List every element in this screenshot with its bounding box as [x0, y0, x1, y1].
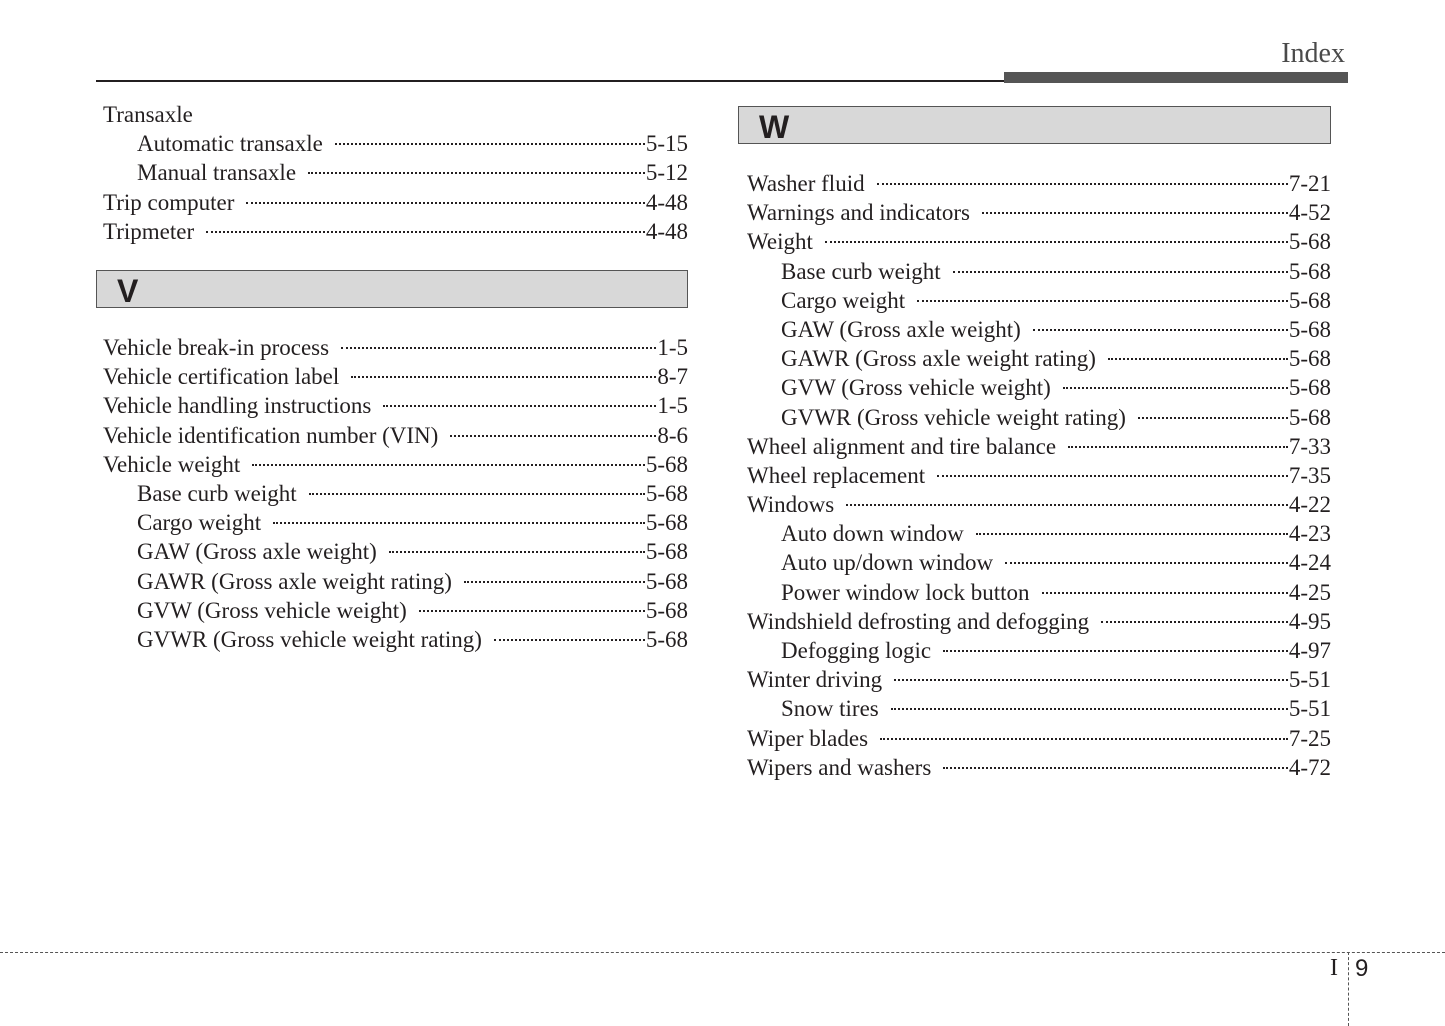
dot-leader	[943, 767, 1288, 769]
dot-leader	[308, 172, 645, 174]
dot-leader	[309, 493, 645, 495]
index-entry-label: Tripmeter	[103, 218, 195, 244]
index-entry-label: GAW (Gross axle weight)	[137, 539, 377, 565]
index-entry-page-ref: 5-68	[645, 451, 688, 477]
index-entry-label: Wheel alignment and tire balance	[747, 433, 1057, 459]
index-entry-label: Weight	[747, 229, 813, 255]
index-entry-page-ref: 5-68	[1288, 404, 1331, 430]
index-entry-label: GVW (Gross vehicle weight)	[137, 597, 407, 623]
section-header-v	[96, 270, 688, 308]
dot-leader	[917, 300, 1288, 302]
footer-dashed-rule	[0, 952, 1445, 953]
dot-leader	[877, 183, 1288, 185]
index-entry-page-ref: 5-68	[1288, 258, 1331, 284]
section-header-w	[738, 106, 1331, 144]
index-group-transaxle-trip	[103, 100, 688, 246]
index-entry	[103, 217, 688, 246]
dot-leader	[953, 271, 1288, 273]
dot-leader	[383, 405, 656, 407]
dot-leader	[206, 231, 645, 233]
dot-leader	[1042, 592, 1288, 594]
index-entry-label: Trip computer	[103, 189, 235, 215]
index-section-v	[103, 333, 688, 654]
dot-leader	[976, 533, 1288, 535]
index-entry-page-ref: 4-23	[1288, 521, 1331, 547]
index-entry-label: Windows	[747, 492, 835, 518]
index-entry-page-ref: 5-15	[645, 131, 688, 157]
index-entry-label: Cargo weight	[137, 510, 262, 536]
index-entry	[103, 158, 688, 187]
dot-leader	[1101, 621, 1288, 623]
index-entry	[103, 129, 688, 158]
index-entry	[747, 286, 1331, 315]
index-entry	[747, 227, 1331, 256]
dot-leader	[880, 738, 1288, 740]
index-entry-label: Vehicle identification number (VIN)	[103, 422, 439, 448]
index-entry-label: GVWR (Gross vehicle weight rating)	[781, 404, 1126, 430]
section-letter-v: V	[117, 273, 139, 309]
index-entry-label: Snow tires	[781, 696, 879, 722]
dot-leader	[464, 581, 645, 583]
index-entry	[103, 333, 688, 362]
index-entry-page-ref: 5-68	[645, 539, 688, 565]
index-entry-label: Winter driving	[747, 667, 883, 693]
index-entry-page-ref: 5-68	[645, 480, 688, 506]
index-entry-page-ref: 7-33	[1288, 433, 1331, 459]
index-entry-page-ref: 5-51	[1288, 696, 1331, 722]
index-entry-page-ref: 4-48	[645, 218, 688, 244]
index-entry-page-ref: 5-68	[1288, 375, 1331, 401]
dot-leader	[1033, 329, 1288, 331]
index-entry	[747, 519, 1331, 548]
dot-leader	[1063, 387, 1288, 389]
index-entry-page-ref: 5-68	[1288, 316, 1331, 342]
index-entry-label: GAW (Gross axle weight)	[781, 316, 1021, 342]
index-entry	[747, 461, 1331, 490]
dot-leader	[982, 212, 1288, 214]
dot-leader	[894, 679, 1288, 681]
dot-leader	[891, 708, 1288, 710]
index-entry	[747, 607, 1331, 636]
index-entry-page-ref: 4-22	[1288, 492, 1331, 518]
index-entry	[103, 508, 688, 537]
index-entry-page-ref: 8-7	[657, 364, 688, 390]
header-rule	[96, 80, 1006, 82]
index-entry	[747, 257, 1331, 286]
index-entry-label: Vehicle certification label	[103, 364, 340, 390]
index-entry-label: GAWR (Gross axle weight rating)	[781, 346, 1096, 372]
section-letter-w: W	[759, 109, 790, 145]
index-entry-label: GVWR (Gross vehicle weight rating)	[137, 626, 482, 652]
index-entry-label: Base curb weight	[781, 258, 941, 284]
index-entry	[747, 373, 1331, 402]
index-entry	[747, 694, 1331, 723]
page-header-title: Index	[1281, 38, 1345, 69]
index-entry	[103, 362, 688, 391]
index-entry-label: Vehicle break-in process	[103, 335, 330, 360]
index-entry	[103, 596, 688, 625]
index-entry	[747, 169, 1331, 198]
index-entry-label: Windshield defrosting and defogging	[747, 608, 1090, 634]
index-entry	[747, 315, 1331, 344]
dot-leader	[389, 551, 645, 553]
index-entry	[747, 665, 1331, 694]
dot-leader	[846, 504, 1288, 506]
index-entry-label: Auto down window	[781, 521, 964, 547]
index-entry-page-ref: 1-5	[657, 393, 688, 419]
index-entry	[103, 479, 688, 508]
index-entry	[747, 724, 1331, 753]
index-entry-page-ref: 4-48	[645, 189, 688, 215]
dot-leader	[246, 202, 644, 204]
index-entry	[103, 188, 688, 217]
index-entry-label: GAWR (Gross axle weight rating)	[137, 568, 452, 594]
index-entry	[747, 753, 1331, 782]
index-entry-label: Wheel replacement	[747, 462, 926, 488]
index-entry	[747, 344, 1331, 373]
index-entry-label: Washer fluid	[747, 171, 865, 196]
index-entry-page-ref: 5-51	[1288, 667, 1331, 693]
index-entry-page-ref: 7-21	[1288, 171, 1331, 196]
dot-leader	[335, 143, 645, 145]
index-entry-label: Defogging logic	[781, 638, 932, 663]
dot-leader	[825, 241, 1288, 243]
index-entry-page-ref: 4-72	[1288, 754, 1331, 780]
index-entry-page-ref: 4-97	[1288, 638, 1331, 663]
index-entry-page-ref: 5-68	[645, 510, 688, 536]
index-entry-page-ref: 1-5	[657, 335, 688, 360]
index-entry-page-ref: 7-25	[1288, 725, 1331, 751]
index-entry	[747, 548, 1331, 577]
footer-page-number: 9	[1355, 955, 1369, 982]
index-entry	[747, 636, 1331, 665]
index-entry	[747, 432, 1331, 461]
footer-dashed-divider	[1348, 952, 1349, 1026]
index-section-w	[747, 169, 1331, 782]
index-entry-page-ref: 7-35	[1288, 462, 1331, 488]
index-entry	[103, 391, 688, 420]
index-entry	[747, 403, 1331, 432]
index-entry-label: Wipers and washers	[747, 754, 932, 780]
index-entry-label: Transaxle	[103, 102, 193, 127]
index-entry	[103, 100, 688, 129]
index-entry-label: Automatic transaxle	[137, 131, 323, 157]
index-entry-page-ref: 4-25	[1288, 579, 1331, 605]
index-entry-page-ref: 5-68	[1288, 229, 1331, 255]
dot-leader	[937, 475, 1288, 477]
dot-leader	[1138, 417, 1288, 419]
index-entry-page-ref: 5-68	[1288, 287, 1331, 313]
index-entry-label: Vehicle handling instructions	[103, 393, 372, 419]
index-entry-label: GVW (Gross vehicle weight)	[781, 375, 1051, 401]
index-entry-page-ref: 5-12	[645, 160, 688, 186]
index-entry-label: Auto up/down window	[781, 550, 994, 576]
dot-leader	[450, 435, 656, 437]
index-entry-label: Wiper blades	[747, 725, 869, 751]
index-entry-page-ref: 4-52	[1288, 200, 1331, 226]
index-entry-page-ref: 4-24	[1288, 550, 1331, 576]
dot-leader	[1068, 446, 1288, 448]
index-entry	[103, 537, 688, 566]
index-entry	[103, 450, 688, 479]
index-entry	[103, 567, 688, 596]
dot-leader	[943, 650, 1288, 652]
index-entry-page-ref: 8-6	[657, 422, 688, 448]
footer-section-letter: I	[1330, 955, 1338, 981]
index-entry-label: Vehicle weight	[103, 451, 241, 477]
index-entry-label: Power window lock button	[781, 579, 1030, 605]
dot-leader	[494, 639, 645, 641]
dot-leader	[351, 376, 656, 378]
index-entry	[103, 625, 688, 654]
index-entry-label: Manual transaxle	[137, 160, 297, 186]
index-entry-label: Warnings and indicators	[747, 200, 970, 226]
index-entry-label: Base curb weight	[137, 480, 297, 506]
dot-leader	[1005, 562, 1288, 564]
index-entry-page-ref: 4-95	[1288, 608, 1331, 634]
index-entry	[747, 198, 1331, 227]
dot-leader	[341, 347, 656, 349]
dot-leader	[252, 464, 645, 466]
index-entry-page-ref: 5-68	[645, 626, 688, 652]
dot-leader	[1108, 358, 1288, 360]
index-entry-page-ref: 5-68	[645, 568, 688, 594]
dot-leader	[273, 522, 645, 524]
index-entry-page-ref: 5-68	[645, 597, 688, 623]
index-entry-page-ref: 5-68	[1288, 346, 1331, 372]
index-entry-label: Cargo weight	[781, 287, 906, 313]
header-accent-bar	[1004, 72, 1348, 83]
index-entry	[747, 490, 1331, 519]
index-entry	[103, 421, 688, 450]
index-entry	[747, 578, 1331, 607]
dot-leader	[419, 610, 645, 612]
